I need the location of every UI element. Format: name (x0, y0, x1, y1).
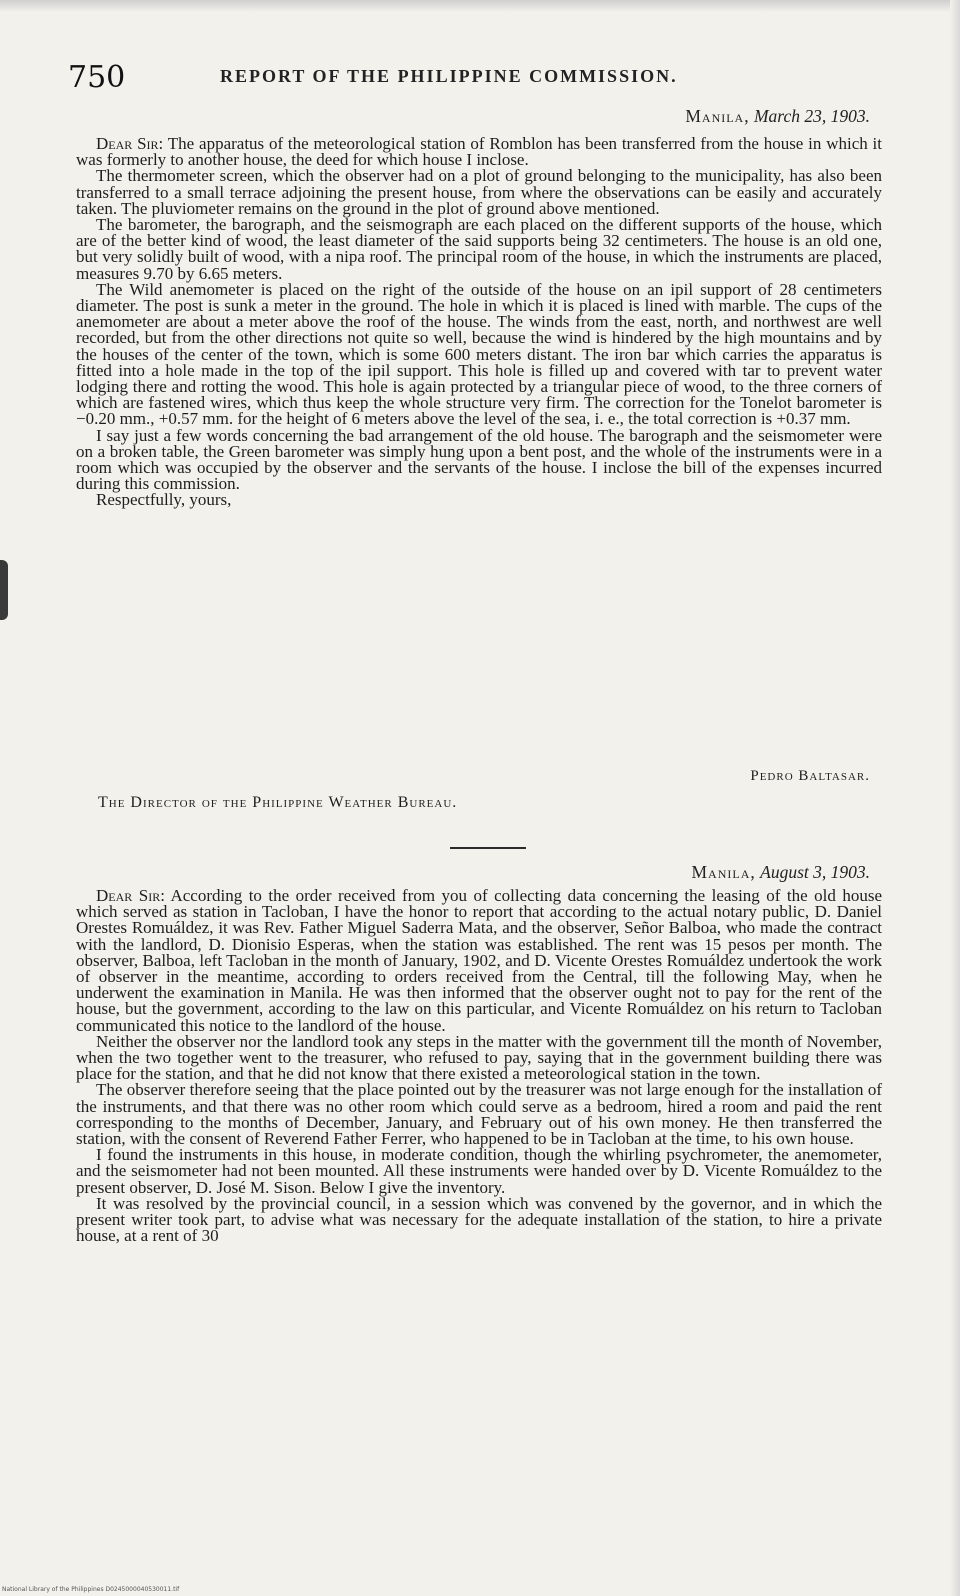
letter2-dateline (691, 862, 870, 883)
letter2-place: Manila, (691, 862, 756, 882)
letter1-signature: Pedro Baltasar. (750, 768, 870, 784)
letter1-closing: Respectfully, yours, (96, 490, 232, 510)
running-head: REPORT OF THE PHILIPPINE COMMISSION. (220, 66, 678, 86)
letter2-paragraph: I found the instruments in this house, in moderate condition, though the whirling psychrometer, the anemometer, and the seismometer had not been mounted. All these instruments were handed over by D. Vicente Romuáldez to the present observer, D. José M. Sison. Below I give the inventory. (76, 1145, 882, 1197)
page-number: 750 (68, 60, 126, 95)
section-separator (450, 847, 526, 849)
letter1-paragraph: I say just a few words concerning the bad arrangement of the old house. The barograph and the seismometer were on a broken table, the Green barometer was simply hung upon a bent post, and the whole of the instruments were in a room which was occupied by the observer and the servants of the house. I inclose the bill of the expenses incurred during this commission. (76, 425, 882, 494)
letter2-salutation: Dear Sir: (96, 886, 165, 905)
letter1-addressee: The Director of the Philippine Weather Bureau. (98, 794, 458, 811)
letter2-paragraph: Neither the observer nor the landlord took any steps in the matter with the government till the month of November, when the two together went to the treasurer, who refused to pay, saying that in the government building there was place for the station, and that he did not know that there existed a meteorological station in the town. (76, 1031, 882, 1084)
letter1-body (76, 136, 882, 509)
letter2-paragraph: It was resolved by the provincial council, in a session which was convened by the governor, and in which the present writer took part, to advise what was necessary for the adequate installation of the station, to hire a private house, at a rent of 30 (76, 1193, 882, 1246)
letter1-salutation: Dear Sir: (96, 134, 164, 153)
archive-stamp: National Library of the Philippines D0245000040530011.tif (2, 1586, 180, 1593)
page-top-edge (0, 0, 960, 12)
letter2-paragraph: The observer therefore seeing that the place pointed out by the treasurer was not large enough for the installation of the instruments, and that there was no other room which could serve as a bedroom, hired a room and paid the rent corresponding to the months of December, January, and February out of his own money. He then transferred the station, with the consent of Reverend Father Ferrer, who happened to be in Tacloban at the time, to his own house. (76, 1080, 882, 1149)
letter1-dateline (685, 106, 870, 127)
page-header (68, 60, 888, 94)
letter1-place: Manila, (685, 106, 750, 126)
letter1-paragraph: The barometer, the barograph, and the seismograph are each placed on the different supports of the house, which are of the better kind of wood, the least diameter of the said supports being 32 centimeters. The house is an old one, but very solidly built of wood, with a nipa roof. The principal room of the house, in which the instruments are placed, measures 9.70 by 6.65 meters. (76, 215, 882, 283)
letter2-body (76, 888, 882, 1244)
letter2-paragraph-text: According to the order received from you of collecting data concerning the leasing of the old house which served as station in Tacloban, I have the honor to report that according to the actual notary public, D. Daniel Orestes Romuáldez, it was Rev. Father Miguel Saderra Mata, and the observer, Señor Balboa, who made the contract with the landlord, D. Dionisio Esperas, when the station was established. The rent was 15 pesos per month. The observer, Balboa, left Tacloban in the month of January, 1902, and D. Vicente Orestes Romuáldez undertook the work of observer in the meantime, according to orders received from the Central, till the following May, when he underwent the examination in Manila. He was then informed that the observer ought not to pay for the rent of the house, but the government, according to the law on this particular, and Vicente Romuáldez on his return to Tacloban communicated this notice to the landlord of the house. (76, 886, 883, 1035)
letter1-paragraph: The Wild anemometer is placed on the right of the outside of the house on an ipil support of 28 centimeters diameter. The post is sunk a meter in the ground. The hole in which it is placed is lined with marble. The cups of the anemometer are about a meter above the roof of the house. The winds from the east, north, and northwest are well recorded, but from the other directions not quite so well, because the wind is hindered by the high mountains and by the houses of the center of the town, which is some 600 meters distant. The iron bar which carries the apparatus is fitted into a hole made in the top of the ipil support. This hole is filled up and covered with tar to prevent water lodging there and rotting the wood. This hole is again protected by a triangular piece of wood, to the three corners of which are fastened wires, which thus keep the whole structure very firm. The correction for the Tonelot barometer is −0.20 mm., +0.57 mm. for the height of 6 meters above the level of the sea, i. e., the total correction is +0.37 mm. (76, 279, 882, 429)
letter2-date: August 3, 1903. (760, 862, 870, 882)
letter1-paragraph: The thermometer screen, which the observer had on a plot of ground belonging to the municipality, has also been transferred to a small terrace adjoining the present house, from where the observations can be easily and accurately taken. The pluviometer remains on the ground in the plot of ground above mentioned. (76, 166, 882, 218)
binding-smudge (0, 560, 8, 620)
letter1-date: March 23, 1903. (753, 106, 870, 126)
page-right-edge (950, 0, 960, 1596)
letter1-paragraph-text: The apparatus of the meteorological station of Romblon has been transferred from the house in which it was formerly to another house, the deed for which house I inclose. (76, 134, 882, 170)
letter1-paragraph (76, 136, 882, 168)
letter2-paragraph (76, 888, 882, 1034)
